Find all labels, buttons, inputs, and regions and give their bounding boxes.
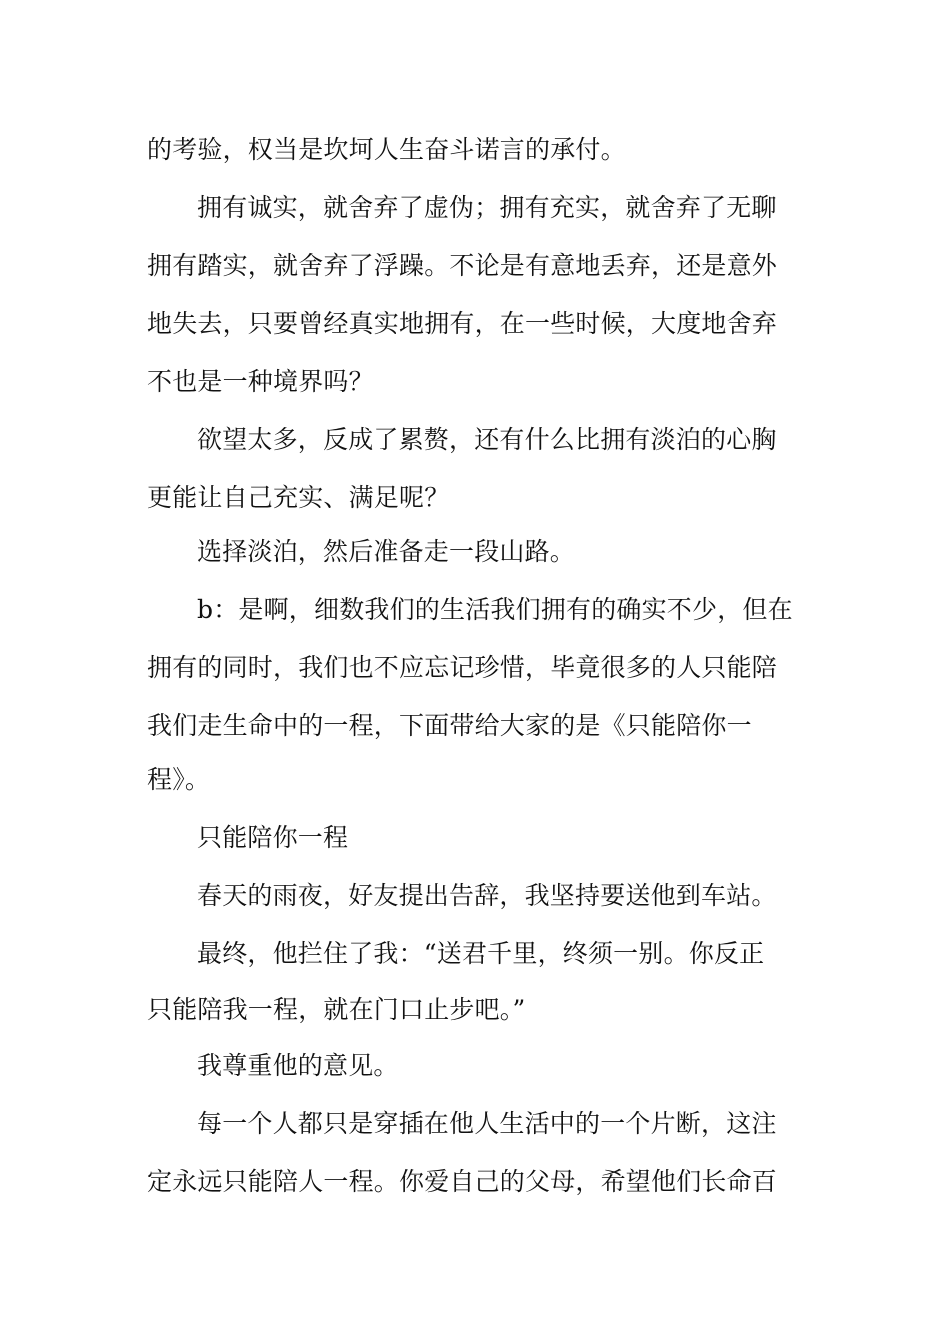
text-line: 程》。: [147, 765, 211, 794]
text-line: 我们走生命中的一程，下面带给大家的是《只能陪你一: [147, 711, 752, 740]
text-line: 每一个人都只是穿插在他人生活中的一个片断，这注: [197, 1109, 777, 1138]
text-line: 欲望太多，反成了累赘，还有什么比拥有淡泊的心胸: [197, 425, 777, 454]
text-line: b：是啊，细数我们的生活我们拥有的确实不少，但在: [197, 595, 793, 624]
text-line: 地失去，只要曾经真实地拥有，在一些时候，大度地舍弃: [147, 309, 778, 338]
text-line: 更能让自己充实、满足呢？: [147, 483, 450, 512]
text-line: 春天的雨夜，好友提出告辞，我坚持要送他到车站。: [197, 881, 777, 910]
text-line: 不也是一种境界吗？: [147, 367, 374, 396]
text-line: 定永远只能陪人一程。你爱自己的父母，希望他们长命百: [147, 1167, 778, 1196]
text-line: 的考验，权当是坎坷人生奋斗诺言的承付。: [147, 135, 626, 164]
text-line: 只能陪你一程: [197, 823, 349, 852]
text-line: 拥有踏实，就舍弃了浮躁。不论是有意地丢弃，还是意外: [147, 251, 778, 280]
text-line: 我尊重他的意见。: [197, 1051, 399, 1080]
text-line: 选择淡泊，然后准备走一段山路。: [197, 537, 576, 566]
text-line: 只能陪我一程，就在门口止步吧。”: [147, 995, 526, 1024]
text-line: 拥有的同时，我们也不应忘记珍惜，毕竟很多的人只能陪: [147, 653, 778, 682]
text-line: 拥有诚实，就舍弃了虚伪；拥有充实，就舍弃了无聊: [197, 193, 777, 222]
text-line: 最终，他拦住了我：“送君千里，终须一别。你反正: [197, 939, 765, 968]
